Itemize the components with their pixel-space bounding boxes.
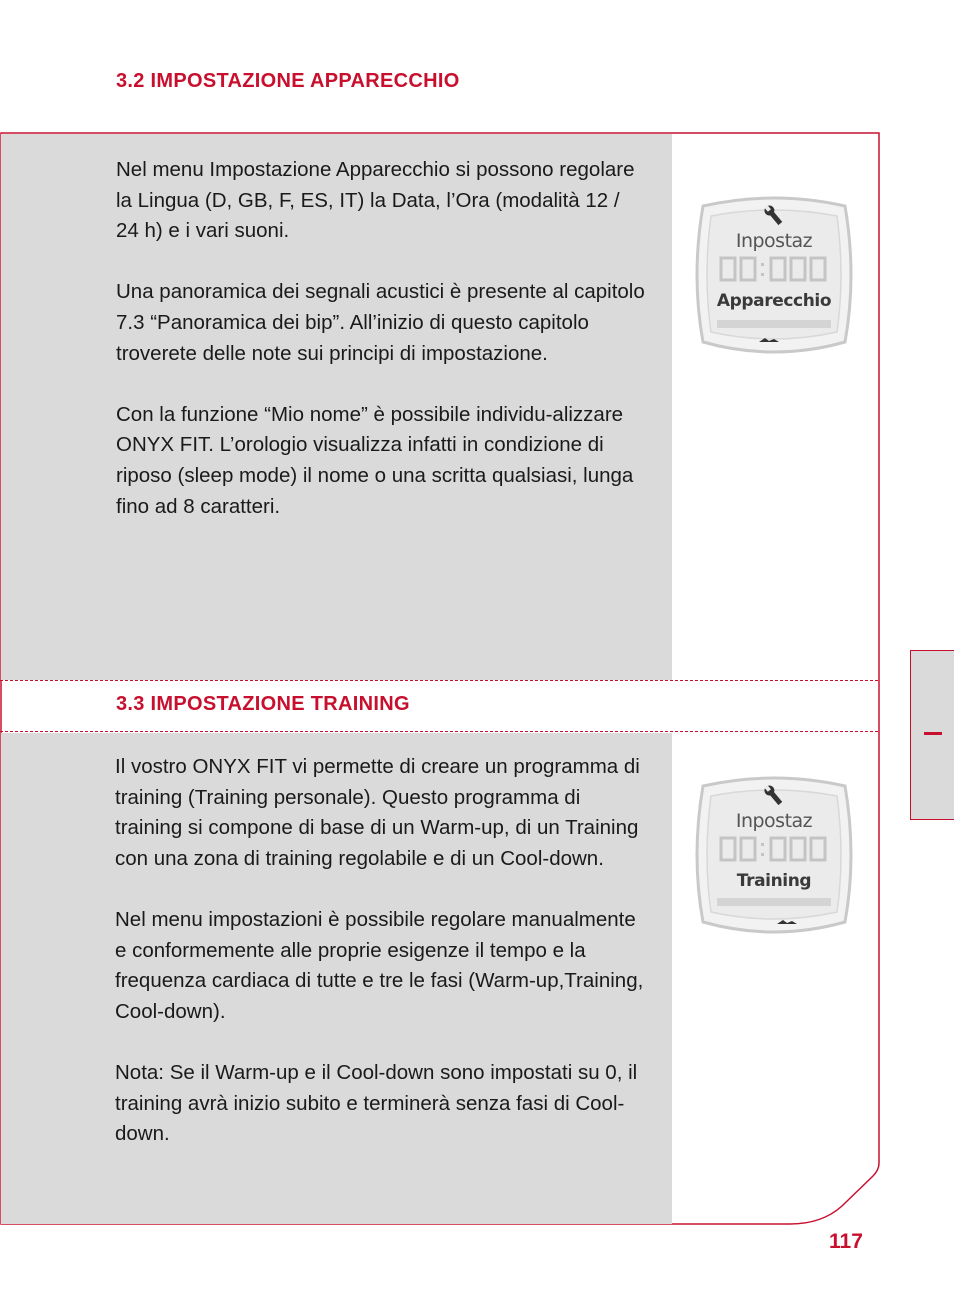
lcd-line-1: Inpostaz: [735, 230, 813, 252]
section-heading-training: 3.3 IMPOSTAZIONE TRAINING: [116, 693, 410, 715]
lcd-line-2: Training: [736, 871, 812, 891]
page-number: 117: [829, 1230, 863, 1253]
watch-display-training: [693, 776, 855, 942]
paragraph: Nel menu Impostazione Apparecchio si possono regolare la Lingua (D, GB, F, ES, IT) la Data, l’Ora (modalità 12 / 24 h) e i vari suoni.: [116, 158, 635, 243]
side-tab-mark: [924, 732, 942, 735]
body-text-apparecchio: [116, 155, 646, 522]
paragraph: Il vostro ONYX FIT vi permette di creare un programma di training (Training personale). Questo programma di training si compone di base di un Warm-up, di un Training con una zona di training regolabile e di un Cool-down.: [115, 755, 640, 870]
body-text-training: [115, 752, 645, 1150]
lcd-line-2: Apparecchio: [716, 291, 832, 311]
paragraph: Una panoramica dei segnali acustici è presente al capitolo 7.3 “Panoramica dei bip”. All’inizio di questo capitolo troverete delle note sui principi di impostazione.: [116, 280, 645, 365]
paragraph: Nota: Se il Warm-up e il Cool-down sono impostati su 0, il training avrà inizio subito e terminerà senza fasi di Cool-down.: [115, 1060, 638, 1146]
divider-bottom: [0, 731, 878, 732]
section-heading-apparecchio: 3.2 IMPOSTAZIONE APPARECCHIO: [116, 70, 460, 92]
watch-face-image: [693, 776, 855, 942]
lcd-line-1: Inpostaz: [735, 810, 813, 832]
side-tab: [910, 650, 954, 820]
watch-face-image: [693, 196, 855, 362]
watch-display-apparecchio: [693, 196, 855, 362]
divider-top: [0, 680, 878, 681]
paragraph: Con la funzione “Mio nome” è possibile individu-alizzare ONYX FIT. L’orologio visualizza infatti in condizione di riposo (sleep mode) il nome o una scritta qualsiasi, lunga fino ad 8 caratteri.: [116, 402, 634, 518]
paragraph: Nel menu impostazioni è possibile regolare manualmente e conformemente alle proprie esigenze il tempo e la frequenza cardiaca di tutte e tre le fasi (Warm-up,Training, Cool-down).: [115, 907, 644, 1023]
